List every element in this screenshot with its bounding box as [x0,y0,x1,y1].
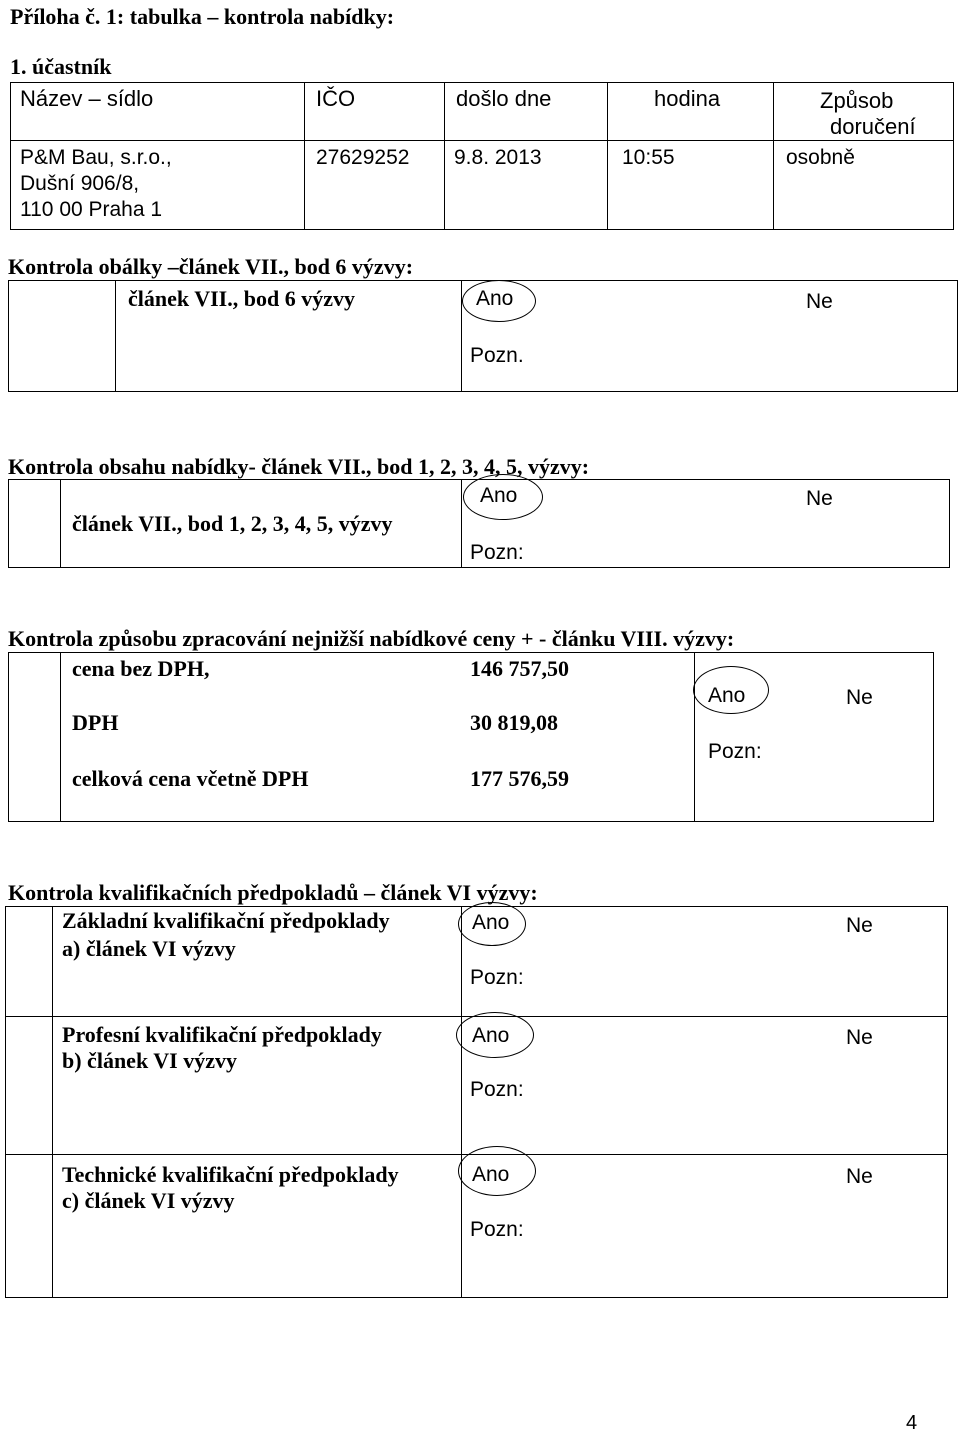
qualification-reference: a) článek VI výzvy [62,936,236,961]
qualification-title: Technické kvalifikační předpoklady [62,1162,399,1187]
option-yes: Ano [708,684,746,707]
qualification-reference: c) článek VI výzvy [62,1188,235,1213]
option-yes: Ano [480,484,518,507]
envelope-label: článek VII., bod 6 výzvy [128,286,355,311]
participant-city: 110 00 Praha 1 [20,198,163,221]
participant-delivery: osobně [786,146,855,169]
page-number: 4 [906,1412,918,1434]
qualification-title: Profesní kvalifikační předpoklady [62,1022,382,1047]
column-divider [115,280,116,392]
header-hour: hodina [654,86,721,111]
note-label: Pozn: [470,1218,524,1241]
table-divider [10,140,954,141]
section-heading: Kontrola kvalifikačních předpokladů – článek VI výzvy: [8,880,538,905]
column-divider [52,906,53,1298]
header-name: Název – sídlo [20,86,154,111]
price-label: celková cena včetně DPH [72,766,309,791]
price-value: 177 576,59 [470,766,569,791]
price-label: DPH [72,710,119,735]
price-value: 146 757,50 [470,656,569,681]
header-delivery: Způsob [820,88,894,113]
section-heading: Kontrola způsobu zpracování nejnižší nabídkové ceny + - článku VIII. výzvy: [8,626,735,651]
header-delivery: doručení [830,114,916,139]
section-heading: Kontrola obálky –článek VII., bod 6 výzvy: [8,254,414,279]
note-label: Pozn: [470,541,524,564]
qualification-reference: b) článek VI výzvy [62,1048,237,1073]
option-no: Ne [846,1026,873,1049]
column-divider [60,652,61,822]
participant-name: P&M Bau, s.r.o., [20,146,172,169]
table-divider [304,82,305,230]
option-no: Ne [806,290,833,313]
table-divider [444,82,445,230]
participant-received: 9.8. 2013 [454,146,542,169]
participant-ico: 27629252 [316,146,410,169]
column-divider [60,479,61,568]
option-yes: Ano [472,911,510,934]
qualification-title: Základní kvalifikační předpoklady [62,908,390,933]
note-label: Pozn: [708,740,762,763]
option-no: Ne [806,487,833,510]
header-received: došlo dne [456,86,552,111]
note-label: Pozn. [470,344,524,367]
participant-hour: 10:55 [622,146,675,169]
note-label: Pozn: [470,1078,524,1101]
option-yes: Ano [472,1024,510,1047]
header-ico: IČO [316,86,356,111]
option-yes: Ano [476,287,514,310]
option-yes: Ano [472,1163,510,1186]
note-label: Pozn: [470,966,524,989]
price-value: 30 819,08 [470,710,558,735]
document-title: Příloha č. 1: tabulka – kontrola nabídky: [10,4,395,29]
column-divider [461,479,462,568]
column-divider [694,652,695,822]
option-no: Ne [846,1165,873,1188]
column-divider [461,906,462,1298]
section-heading: Kontrola obsahu nabídky- článek VII., bod 1, 2, 3, 4, 5, výzvy: [8,454,590,479]
table-divider [607,82,608,230]
participant-label: 1. účastník [10,54,112,79]
participant-address: Dušní 906/8, [20,172,140,195]
table-divider [773,82,774,230]
content-label: článek VII., bod 1, 2, 3, 4, 5, výzvy [72,511,393,536]
option-no: Ne [846,686,873,709]
option-no: Ne [846,914,873,937]
price-label: cena bez DPH, [72,656,210,681]
